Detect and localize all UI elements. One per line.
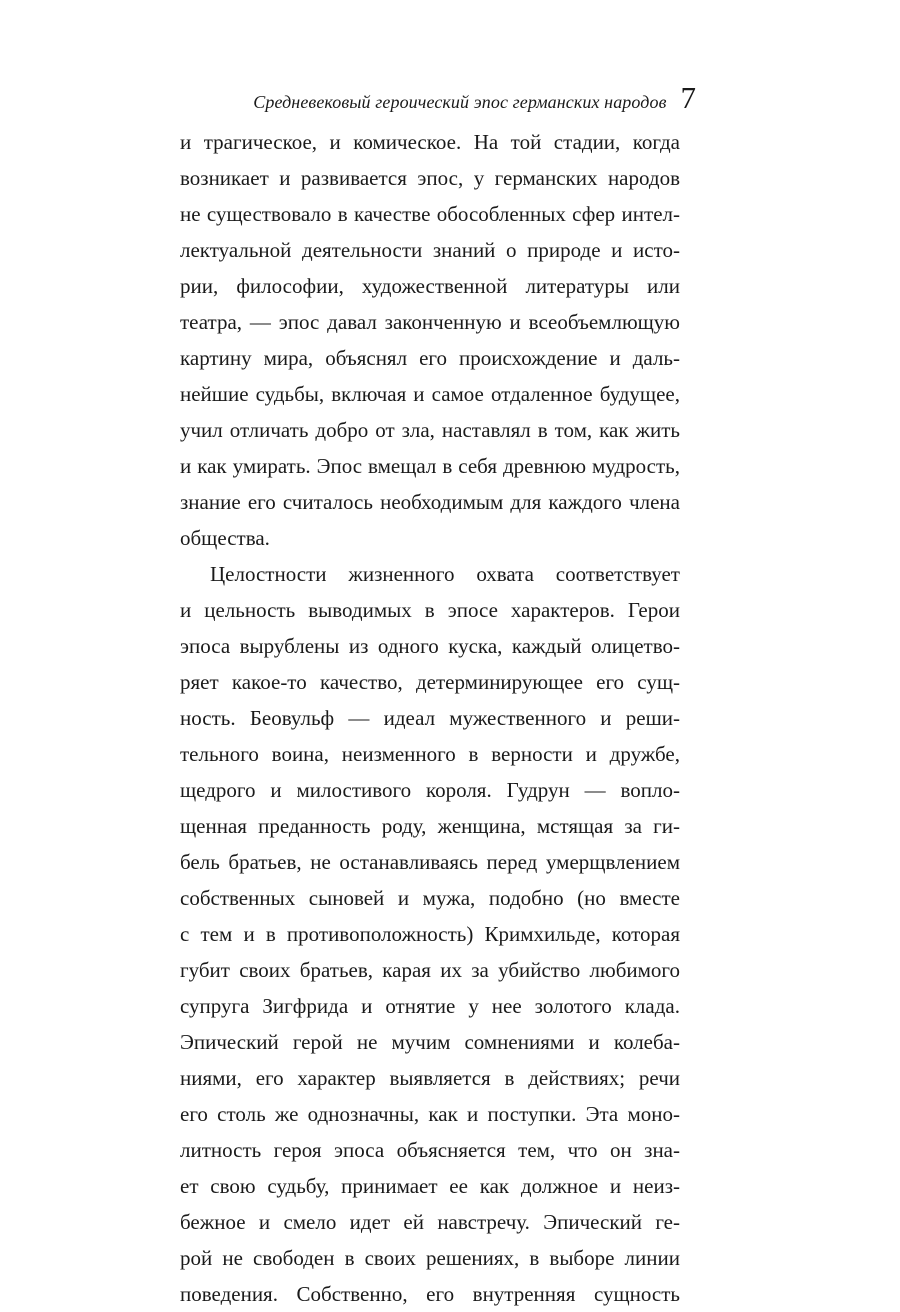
text-line: эпоса вырублены из одного куска, каждый олицетво-: [180, 634, 680, 658]
body-text: [180, 124, 680, 1312]
text-line: и цельность выводимых в эпосе характеров. Герои: [180, 598, 680, 622]
text-line: губит своих братьев, карая их за убийство любимого: [180, 958, 680, 982]
text-line: ность. Беовульф — идеал мужественного и реши-: [180, 706, 680, 730]
text-line: тельного воина, неизменного в верности и дружбе,: [180, 742, 680, 766]
text-line: его столь же однозначны, как и поступки. Эта моно-: [180, 1102, 680, 1126]
text-line: собственных сыновей и мужа, подобно (но вместе: [180, 886, 680, 910]
text-line: учил отличать добро от зла, наставлял в том, как жить: [180, 418, 680, 442]
text-line: и как умирать. Эпос вмещал в себя древнюю мудрость,: [180, 454, 680, 478]
text-line: картину мира, объяснял его происхождение и даль-: [180, 346, 680, 370]
text-line: не существовало в качестве обособленных сфер интел-: [180, 202, 680, 226]
text-line: рии, философии, художественной литературы или: [180, 274, 680, 298]
text-line: ет свою судьбу, принимает ее как должное и неиз-: [180, 1174, 680, 1198]
text-line: супруга Зигфрида и отнятие у нее золотого клада.: [180, 994, 680, 1018]
text-line: бежное и смело идет ей навстречу. Эпический ге-: [180, 1210, 680, 1234]
text-line: нейшие судьбы, включая и самое отдаленное будущее,: [180, 382, 680, 406]
text-line: ниями, его характер выявляется в действиях; речи: [180, 1066, 680, 1090]
text-line: лектуальной деятельности знаний о природе и исто-: [180, 238, 680, 262]
text-line: щедрого и милостивого короля. Гудрун — вопло-: [180, 778, 680, 802]
running-head: [180, 82, 696, 122]
text-line: театра, — эпос давал законченную и всеобъемлющую: [180, 310, 680, 334]
text-line: знание его считалось необходимым для каждого члена: [180, 490, 680, 514]
text-line: возникает и развивается эпос, у германских народов: [180, 166, 680, 190]
running-head-title: Средневековый героический эпос германских народов: [253, 92, 667, 112]
text-line: поведения. Собственно, его внутренняя сущность: [180, 1282, 680, 1306]
text-line: общества.: [180, 526, 270, 550]
page-number: 7: [680, 80, 696, 115]
text-line: литность героя эпоса объясняется тем, что он зна-: [180, 1138, 680, 1162]
text-line: Эпический герой не мучим сомнениями и колеба-: [180, 1030, 680, 1054]
paragraph-first-line: Целостности жизненного охвата соответствует: [210, 562, 680, 586]
text-line: щенная преданность роду, женщина, мстящая за ги-: [180, 814, 680, 838]
text-line: с тем и в противоположность) Кримхильде, которая: [180, 922, 680, 946]
text-line: и трагическое, и комическое. На той стадии, когда: [180, 130, 680, 154]
text-line: рой не свободен в своих решениях, в выборе линии: [180, 1246, 680, 1270]
text-line: бель братьев, не останавливаясь перед умерщвлением: [180, 850, 680, 874]
text-line: ряет какое-то качество, детерминирующее его сущ-: [180, 670, 680, 694]
